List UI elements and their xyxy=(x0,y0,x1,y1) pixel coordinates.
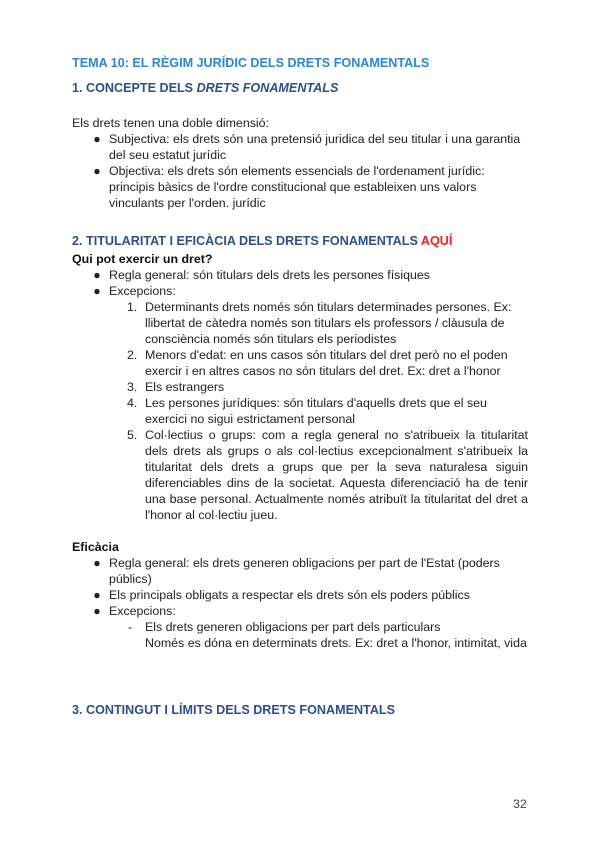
bullet-icon: ● xyxy=(93,132,101,146)
list-item-text: Subjectiva: els drets són una pretensió juridica del seu titular i una garantia del seu estatut jurídic xyxy=(109,132,521,162)
numbered-item xyxy=(127,379,528,395)
dash-item-line: Els drets generen obligacions per part dels particulars xyxy=(145,620,441,634)
subheading-qui-pot: Qui pot exercir un dret? xyxy=(72,252,213,266)
heading-flag: AQUÍ xyxy=(420,234,453,248)
list-item xyxy=(93,603,529,619)
numbered-item xyxy=(127,347,528,379)
heading-italic-text: DRETS FONAMENTALS xyxy=(196,81,339,95)
item-number: 4. xyxy=(127,396,138,410)
list-item xyxy=(93,587,529,603)
list-item-text: Objectiva: els drets són elements essencials de l'ordenament jurídic: principis bàsics de l'ordre constitucional que estableixen uns valors vinculants per l'orden. jurídic xyxy=(109,164,485,210)
list-item-text: Els principals obligats a respectar els drets són els poders públics xyxy=(109,588,470,602)
bullet-icon: ● xyxy=(93,604,101,618)
bullet-icon: ● xyxy=(93,164,101,178)
numbered-item xyxy=(127,299,528,347)
list-item-text: Excepcions: xyxy=(109,604,176,618)
item-number: 1. xyxy=(127,300,138,314)
dash-marker: - xyxy=(128,620,133,634)
item-text: Els estrangers xyxy=(145,380,225,394)
section-1-heading xyxy=(72,80,338,96)
item-text: Les persones jurídiques: són titulars d'aquells drets que el seu exercici no sigui estrictament personal xyxy=(145,396,487,426)
section-3-heading: 3. CONTINGUT I LÍMITS DELS DRETS FONAMENTALS xyxy=(72,703,396,717)
item-number: 2. xyxy=(127,348,138,362)
list-item-text: Regla general: els drets generen obligacions per part de l'Estat (poders públics) xyxy=(109,556,500,586)
section-2-heading xyxy=(72,233,452,249)
list-item xyxy=(93,267,529,283)
item-text: Col·lectius o grups: com a regla general no s'atribueix la titularitat dels drets als grups o als col·lectius excepcionalment s'atribueix la titularitat dels drets a grups que per la seva naturalesa siguin diferenciables dins de la societat. Aquesta diferenciació ha de tenir una base personal. Actualmente només atribuït la titularitat del dret a l'honor al col·lectiu jueu. xyxy=(145,428,528,522)
item-text: Determinants drets només són titulars determinades persones. Ex: llibertat de càtedra només son titulars els professors / clàusula de consciència només són titulars els periodistes xyxy=(145,300,512,346)
intro-text: Els drets tenen una doble dimensió: xyxy=(72,116,269,130)
list-item xyxy=(93,555,509,587)
list-item-text: Excepcions: xyxy=(109,284,176,298)
document-title: TEMA 10: EL RÈGIM JURÍDIC DELS DRETS FONAMENTALS xyxy=(72,56,430,70)
subheading-eficacia: Eficàcia xyxy=(72,540,119,554)
list-item xyxy=(93,163,529,211)
numbered-item xyxy=(127,427,528,523)
item-number: 3. xyxy=(127,380,138,394)
list-item-text: Regla general: són titulars dels drets les persones físiques xyxy=(109,268,430,282)
item-text: Menors d'edat: en uns casos són titulars del dret però no el poden exercir i en altres casos no són titulars del dret. Ex: dret a l'honor xyxy=(145,348,508,378)
bullet-icon: ● xyxy=(93,284,101,298)
dash-item-line: Només es dóna en determinats drets. Ex: dret a l'honor, intimitat, vida xyxy=(145,636,527,650)
heading-text: 2. TITULARITAT I EFICÀCIA DELS DRETS FONAMENTALS xyxy=(72,234,421,248)
numbered-item xyxy=(127,395,528,427)
heading-text: 1. CONCEPTE DELS xyxy=(72,81,197,95)
item-number: 5. xyxy=(127,428,138,442)
dash-item xyxy=(128,619,528,651)
bullet-icon: ● xyxy=(93,588,101,602)
page-number: 32 xyxy=(513,797,527,811)
list-item xyxy=(93,283,529,299)
list-item xyxy=(93,131,529,163)
bullet-icon: ● xyxy=(93,556,101,570)
bullet-icon: ● xyxy=(93,268,101,282)
